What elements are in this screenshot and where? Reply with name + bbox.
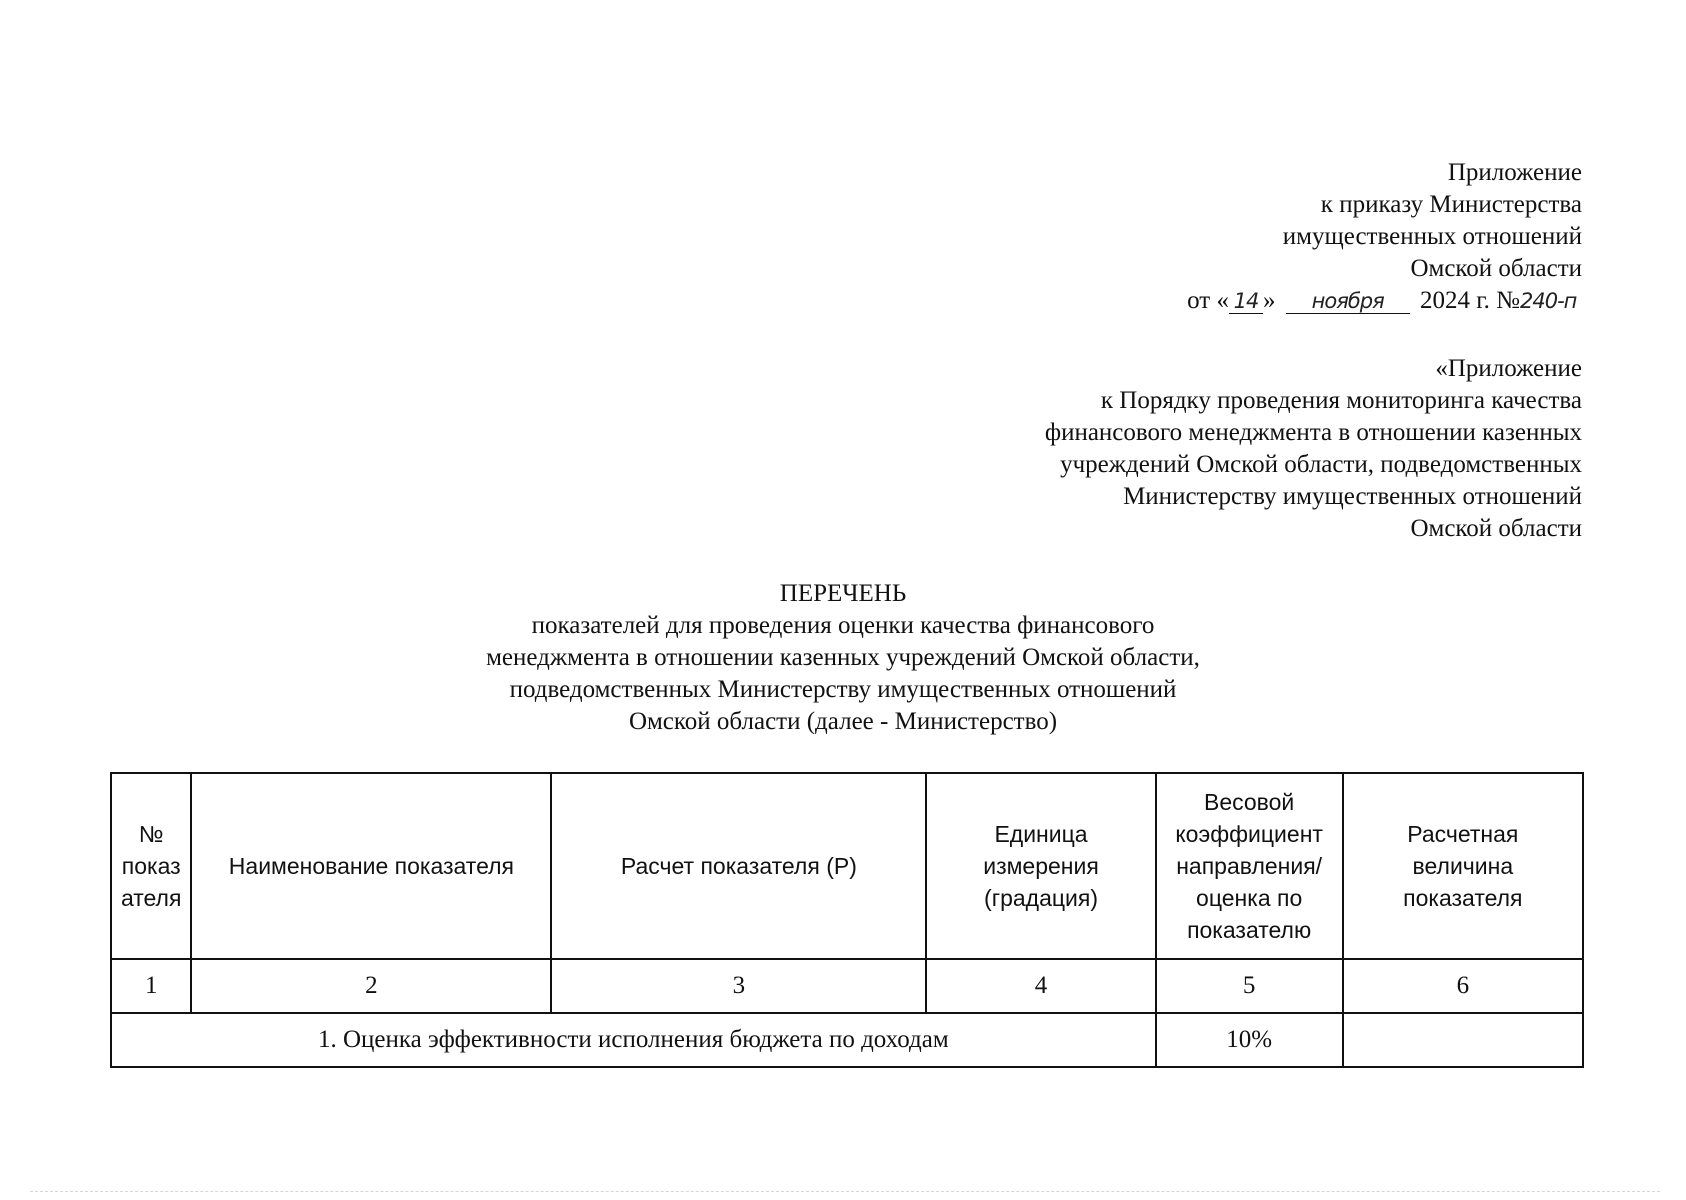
header-text: оценка по [1196,885,1303,911]
header-text: измерения [983,853,1099,879]
scan-edge-line [30,1191,1660,1192]
order-appendix-header [1187,157,1582,317]
header-text: показателю [1187,917,1312,943]
date-prefix: от « [1187,287,1229,314]
header-text: показателя [1403,885,1523,911]
title-line-1: показателей для проведения оценки качества финансового [531,612,1155,639]
header-cell-calculation [551,773,926,959]
header-cell-number [111,773,191,959]
header-text: Единица [994,821,1088,847]
date-mid: » [1262,287,1276,314]
document-title [0,578,1686,738]
title-line-2: менеджмента в отношении казенных учреждений Омской области, [486,644,1200,671]
column-number: 3 [551,959,926,1013]
order-number: 240-п [1520,289,1577,313]
order-year: 2024 г. № [1419,287,1520,314]
title-heading: ПЕРЕЧЕНЬ [779,580,907,607]
header-text: показ [121,853,181,879]
table-header-row [111,773,1583,959]
header-text: коэффициент [1175,821,1323,847]
header-text: величина [1412,853,1514,879]
header-text: (градация) [984,885,1099,911]
column-number: 5 [1156,959,1343,1013]
section-value [1343,1013,1583,1067]
section-weight: 10% [1156,1013,1343,1067]
region-name: Омской области [1410,255,1582,282]
indicators-table [110,772,1584,1068]
section-title: 1. Оценка эффективности исполнения бюджета по доходам [111,1013,1156,1067]
procedure-line-6: Омской области [1410,515,1582,542]
header-cell-name [191,773,551,959]
procedure-appendix-header [1045,353,1582,545]
procedure-line-3: финансового менеджмента в отношении казенных [1044,419,1582,446]
title-line-4: Омской области (далее - Министерство) [628,708,1058,735]
header-text: Расчетная [1407,821,1519,847]
procedure-line-2: к Порядку проведения мониторинга качества [1100,387,1582,414]
column-number: 1 [111,959,191,1013]
header-text: № [138,821,164,847]
ministry-name: имущественных отношений [1282,223,1582,250]
column-number: 4 [926,959,1155,1013]
order-month: ноября [1286,289,1410,314]
header-text: Весовой [1204,789,1295,815]
header-cell-weight [1156,773,1343,959]
appendix-label: Приложение [1447,159,1582,186]
column-number: 6 [1343,959,1583,1013]
header-text: Наименование показателя [228,853,514,879]
order-reference: к приказу Министерства [1320,191,1582,218]
column-number: 2 [191,959,551,1013]
procedure-line-1: «Приложение [1435,355,1582,382]
header-cell-unit [926,773,1155,959]
header-text: направления/ [1176,853,1323,879]
column-number-row [111,959,1583,1013]
procedure-line-4: учреждений Омской области, подведомственных [1060,451,1582,478]
title-line-3: подведомственных Министерству имущественных отношений [509,676,1177,703]
section-row [111,1013,1583,1067]
header-text: ателя [120,885,182,911]
header-cell-value [1343,773,1583,959]
order-date-line [1187,285,1582,317]
header-text: Расчет показателя (Р) [620,853,857,879]
procedure-line-5: Министерству имущественных отношений [1123,483,1582,510]
order-day: 14 [1229,289,1263,314]
